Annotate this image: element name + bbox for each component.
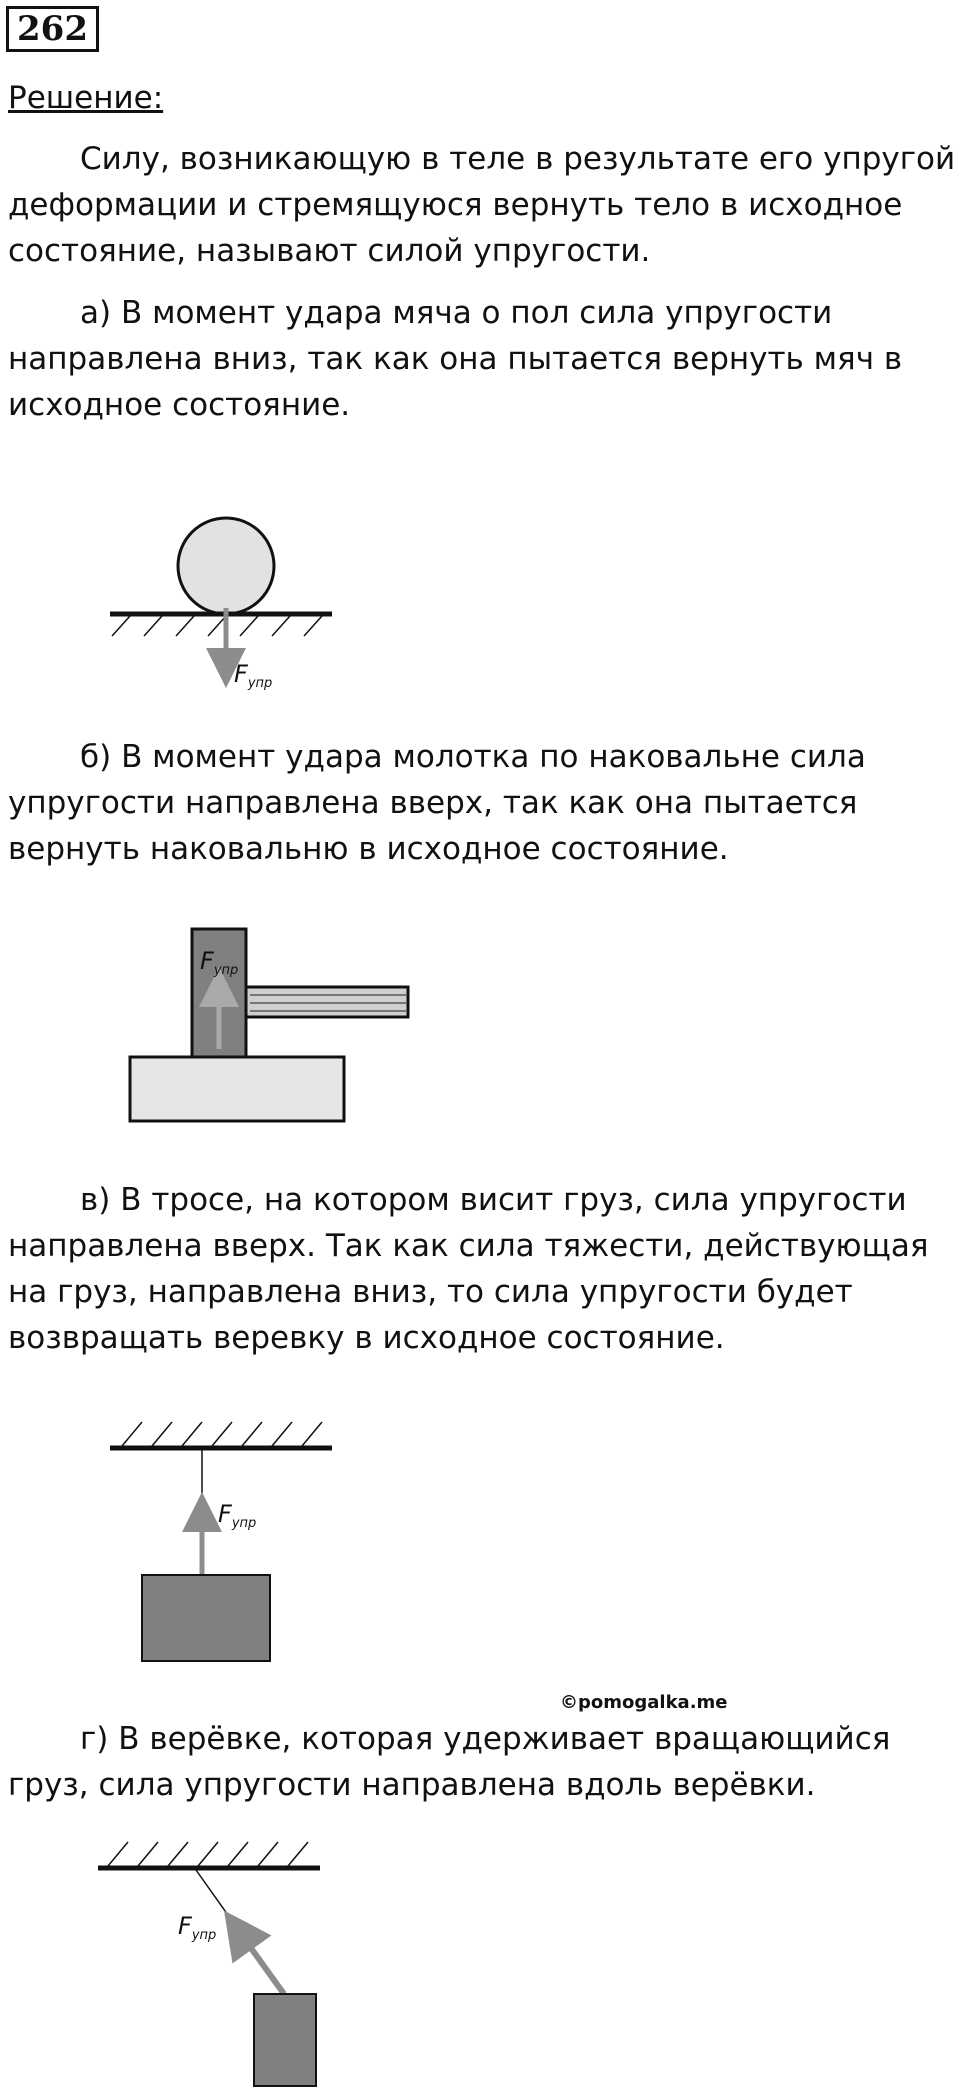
figure-hanging-weight: [104, 1410, 344, 1670]
force-label-a: $F_{упр}$: [234, 660, 273, 691]
item-c-paragraph: [8, 1177, 958, 1361]
force-arrow-along-rope: [238, 1930, 284, 1994]
credit-text: ©pomogalka.me: [560, 1692, 728, 1713]
intro-text: Силу, возникающую в теле в результате его упругой деформации и стремящуюся вернуть тело в исходное состояние, называют силой упругости.: [8, 141, 956, 269]
item-b-text: б) В момент удара молотка по наковальне сила упругости направлена вверх, так как она пытается вернуть наковальню в исходное состояние.: [8, 739, 866, 867]
figure-ball-on-floor: [100, 510, 340, 700]
weight-block: [142, 1575, 270, 1661]
item-a-paragraph: [8, 290, 958, 428]
item-d-text: г) В верёвке, которая удерживает вращающийся груз, сила упругости направлена вдоль верёвки.: [8, 1721, 891, 1803]
solution-heading: Решение:: [8, 80, 164, 116]
ball: [178, 518, 274, 614]
item-b-paragraph: [8, 734, 958, 872]
anvil: [130, 1057, 344, 1121]
force-label-b: $F_{упр}$: [200, 947, 239, 978]
force-label-c: $F_{упр}$: [218, 1500, 257, 1531]
floor-hatching: [112, 616, 322, 636]
figure-hammer-anvil: [126, 925, 416, 1125]
ceiling-hatching: [108, 1842, 308, 1866]
weight-block: [254, 1994, 316, 2086]
ceiling-hatching: [122, 1422, 322, 1446]
intro-paragraph: [8, 136, 958, 274]
force-label-d: $F_{упр}$: [178, 1912, 217, 1943]
item-c-text: в) В тросе, на котором висит груз, сила упругости направлена вверх. Так как сила тяжести, действующая на груз, направлена вниз, то сила упругости будет возвращать веревку в исходное состояние.: [8, 1182, 929, 1356]
item-d-paragraph: [8, 1716, 958, 1808]
problem-number: 262: [6, 6, 99, 52]
figure-rotating-weight: [94, 1834, 334, 2094]
item-a-text: а) В момент удара мяча о пол сила упругости направлена вниз, так как она пытается вернуть мяч в исходное состояние.: [8, 295, 903, 423]
